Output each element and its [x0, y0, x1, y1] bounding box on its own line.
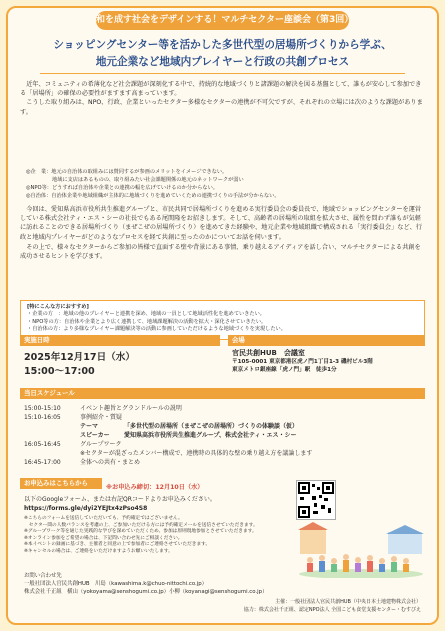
cooperation: 協力：株式会社千正組、認定NPO法人 全国こども食堂支援センター・むすびえ [243, 607, 421, 613]
page-title-line2: 地元企業など地域内プレイヤーと行政の共創プロセス [95, 56, 350, 68]
note: ※オンライン参加をご希望の場合は、下記問い合わせ先にご相談ください。 [24, 535, 183, 541]
apply-form-link[interactable]: https://forms.gle/dyi2YEJtx4zPso4S8 [24, 505, 148, 512]
contact-line: 株式会社千正組 横山（yokoyama@senshogumi.co.jp）小柳（koyanagi@senshogumi.co.jp） [24, 589, 268, 595]
apply-instructions [24, 495, 284, 513]
recommended-for-box [20, 300, 425, 340]
apply-line: 以下のGoogleフォーム、または右記QRコードよりお申込みください。 [24, 496, 216, 503]
schedule-row [24, 440, 424, 449]
venue-access: 東京メトロ銀座線「虎ノ門」駅 徒歩1分 [232, 367, 337, 373]
description-paragraph-2: その上で、様々なセクターからご参加の皆様で直面する壁や背景にある事情、乗り越えるアイディアを話し合い、マルチセクターによる共創を成功させるヒントを学びます。 [20, 243, 421, 261]
schedule-key: スピーカー [80, 432, 110, 439]
event-time: 15:00～17:00 [24, 366, 95, 377]
apply-tag: お申込みはこちらから [20, 478, 102, 489]
schedule-desc: イベント趣旨とグランドルールの説明 [80, 405, 182, 412]
footer [140, 598, 435, 614]
schedule-time: 16:45-17:00 [24, 459, 61, 466]
schedule-tag: 当日スケジュール [20, 388, 425, 399]
schedule-desc: 愛知県高浜市役所共生推進グループ、株式会社ティ・エス・シー [124, 432, 297, 439]
schedule-row [24, 449, 424, 458]
apply-notes [24, 516, 299, 556]
community-illustration [296, 522, 426, 578]
schedule-desc: ※セクターが混ざったメンバー構成で、連携時の具体的な壁の乗り越え方を議論します [80, 450, 313, 457]
note: ※本イベントの録画に基づき、主催者と同意の上で参加者にご連絡させていただきます。 [24, 542, 211, 548]
contact-title: お問い合わせ先 [24, 573, 62, 579]
schedule-desc: グループワーク [80, 441, 122, 448]
venue-address [232, 358, 373, 374]
challenge-company-2: 地域に支店はあるものの、取り組みたい社会課題関係の地元のネットワークが弱い [26, 177, 244, 183]
schedule-desc: 事例紹介・質疑 [80, 414, 123, 421]
schedule-desc: 全体への共有・まとめ [80, 459, 141, 466]
event-description [20, 205, 425, 262]
venue-name: 官民共創HUB 会議室 [232, 349, 305, 357]
venue-address-line1: 〒105-0001 東京都港区虎ノ門1丁目1-3 磯村ビル3階 [232, 359, 373, 365]
intro-paragraph-1: 近年、コミュニティの希薄化など社会課題が深刻化する中で、持続的な地域づくりと諸課題の解決を図る基盤として、誰もが安心して参加できる「居場所」の確保の必要性がますます高まっています。 [20, 81, 422, 98]
challenge-government: ◎自治体：自治体企業や地域組織が主体的に地域づくりを進めていくための連携づくりの手法が分からない。 [26, 193, 280, 199]
contact-line: 一般社団法人官民共創HUB 川島（kawashima.k@chuo-nittochi.co.jp） [24, 581, 208, 587]
description-paragraph-1: 今回は、愛知県高浜市役所共生推進グループと、市民共同で居場所づくりを進める実行委員会の委員長で、地域でショッピングセンターを運営している株式会社ティ・エス・シーの社長でもある尾関隆をお招きします。そして、高齢者の居場所の取組を拡大させ、属性を問わず誰もが気軽に訪れることのできる居場所づくり（まぜこぜの居場所づくり）を進めてきた経験や、地元企業や地域組織で構成される「実行委員会」など、行政と地域内プレイヤーがどのようなプロセスを経て共創に至ったのかについてお話を伺います。 [20, 206, 423, 241]
recommended-item: ・NPO等の方：自治体や企業とより広く連携して、地域課題解決の活動を拡大・深化させていきたい。 [27, 318, 267, 325]
schedule-time [24, 431, 80, 440]
note: ※キャンセルの場合は、ご連絡をいただけますようお願いいたします。 [24, 548, 173, 554]
venue-tag: 会場 [228, 335, 425, 346]
challenge-company: ◎企 業：地元の自治体の取組みには賛同するが参画のメリットをイメージできない。 [26, 169, 228, 175]
intro-text [20, 80, 425, 117]
apply-deadline: ※お申込み締切：12月10日（水） [106, 484, 204, 491]
challenge-npo: ◎NPO等：どうすれば自治体や企業との連携の幅を広げていけるのか分からない。 [26, 185, 218, 191]
schedule-time: 16:05-16:45 [24, 441, 61, 448]
organizer: 主催：一般社団法人官民共創HUB（中央日本土地建物株式会社） [275, 599, 421, 605]
recommended-title: [特にこんな方におすすめ] [27, 304, 89, 310]
schedule-row [24, 404, 424, 413]
note: セクター間の人数バランスを考慮の上、ご参加いただける方には予約確定メールを送信させていただきます。 [24, 522, 258, 528]
event-date: 2025年12月17日（水） [24, 352, 135, 363]
schedule-desc: 「多世代型の居場所（まぜこぜの居場所）づくりの体験談（仮） [124, 423, 299, 430]
recommended-item: ・自治体の方：より多様なプレイヤー課題解決等の活動に参画していただけるような地域づくりを実現したい。 [27, 326, 286, 333]
schedule-row [24, 458, 424, 467]
note: ※グループワーク等を通じた実践的な学びを深めていただくため、参加は原則現地参加とさせていただきます。 [24, 529, 257, 535]
schedule-time: 15:00-15:10 [24, 405, 61, 412]
schedule-list [24, 404, 424, 467]
note: ※こちらのフォームを送信していただいても、予約確定ではございません。 [24, 516, 183, 521]
event-banner: 和を成す社会をデザインする！マルチセクター座談会（第3回） [96, 11, 349, 30]
schedule-row [24, 413, 424, 422]
schedule-key: テーマ [80, 423, 99, 430]
recommended-item: ・企業の方 ：地域の他のプレイヤーと連携を深め、地域の一員として地域活性化を進めていきたい。 [27, 311, 265, 318]
schedule-row [24, 422, 424, 431]
schedule-time [24, 449, 80, 458]
schedule-time [24, 422, 80, 431]
intro-paragraph-2: こうした取り組みは、NPO、行政、企業といったセクター多様なセクターの連携が不可欠ですが、それぞれの立場には次のような課題があります。 [20, 99, 423, 116]
date-tag: 実施日時 [20, 335, 220, 346]
title-divider [40, 73, 405, 74]
page-title-line1: ショッピングセンター等を活かした多世代型の居場所づくりから学ぶ、 [53, 39, 392, 51]
sector-challenges [26, 168, 421, 200]
schedule-row [24, 431, 424, 440]
schedule-time: 15:10-16:05 [24, 414, 61, 421]
qr-code[interactable] [296, 480, 336, 520]
